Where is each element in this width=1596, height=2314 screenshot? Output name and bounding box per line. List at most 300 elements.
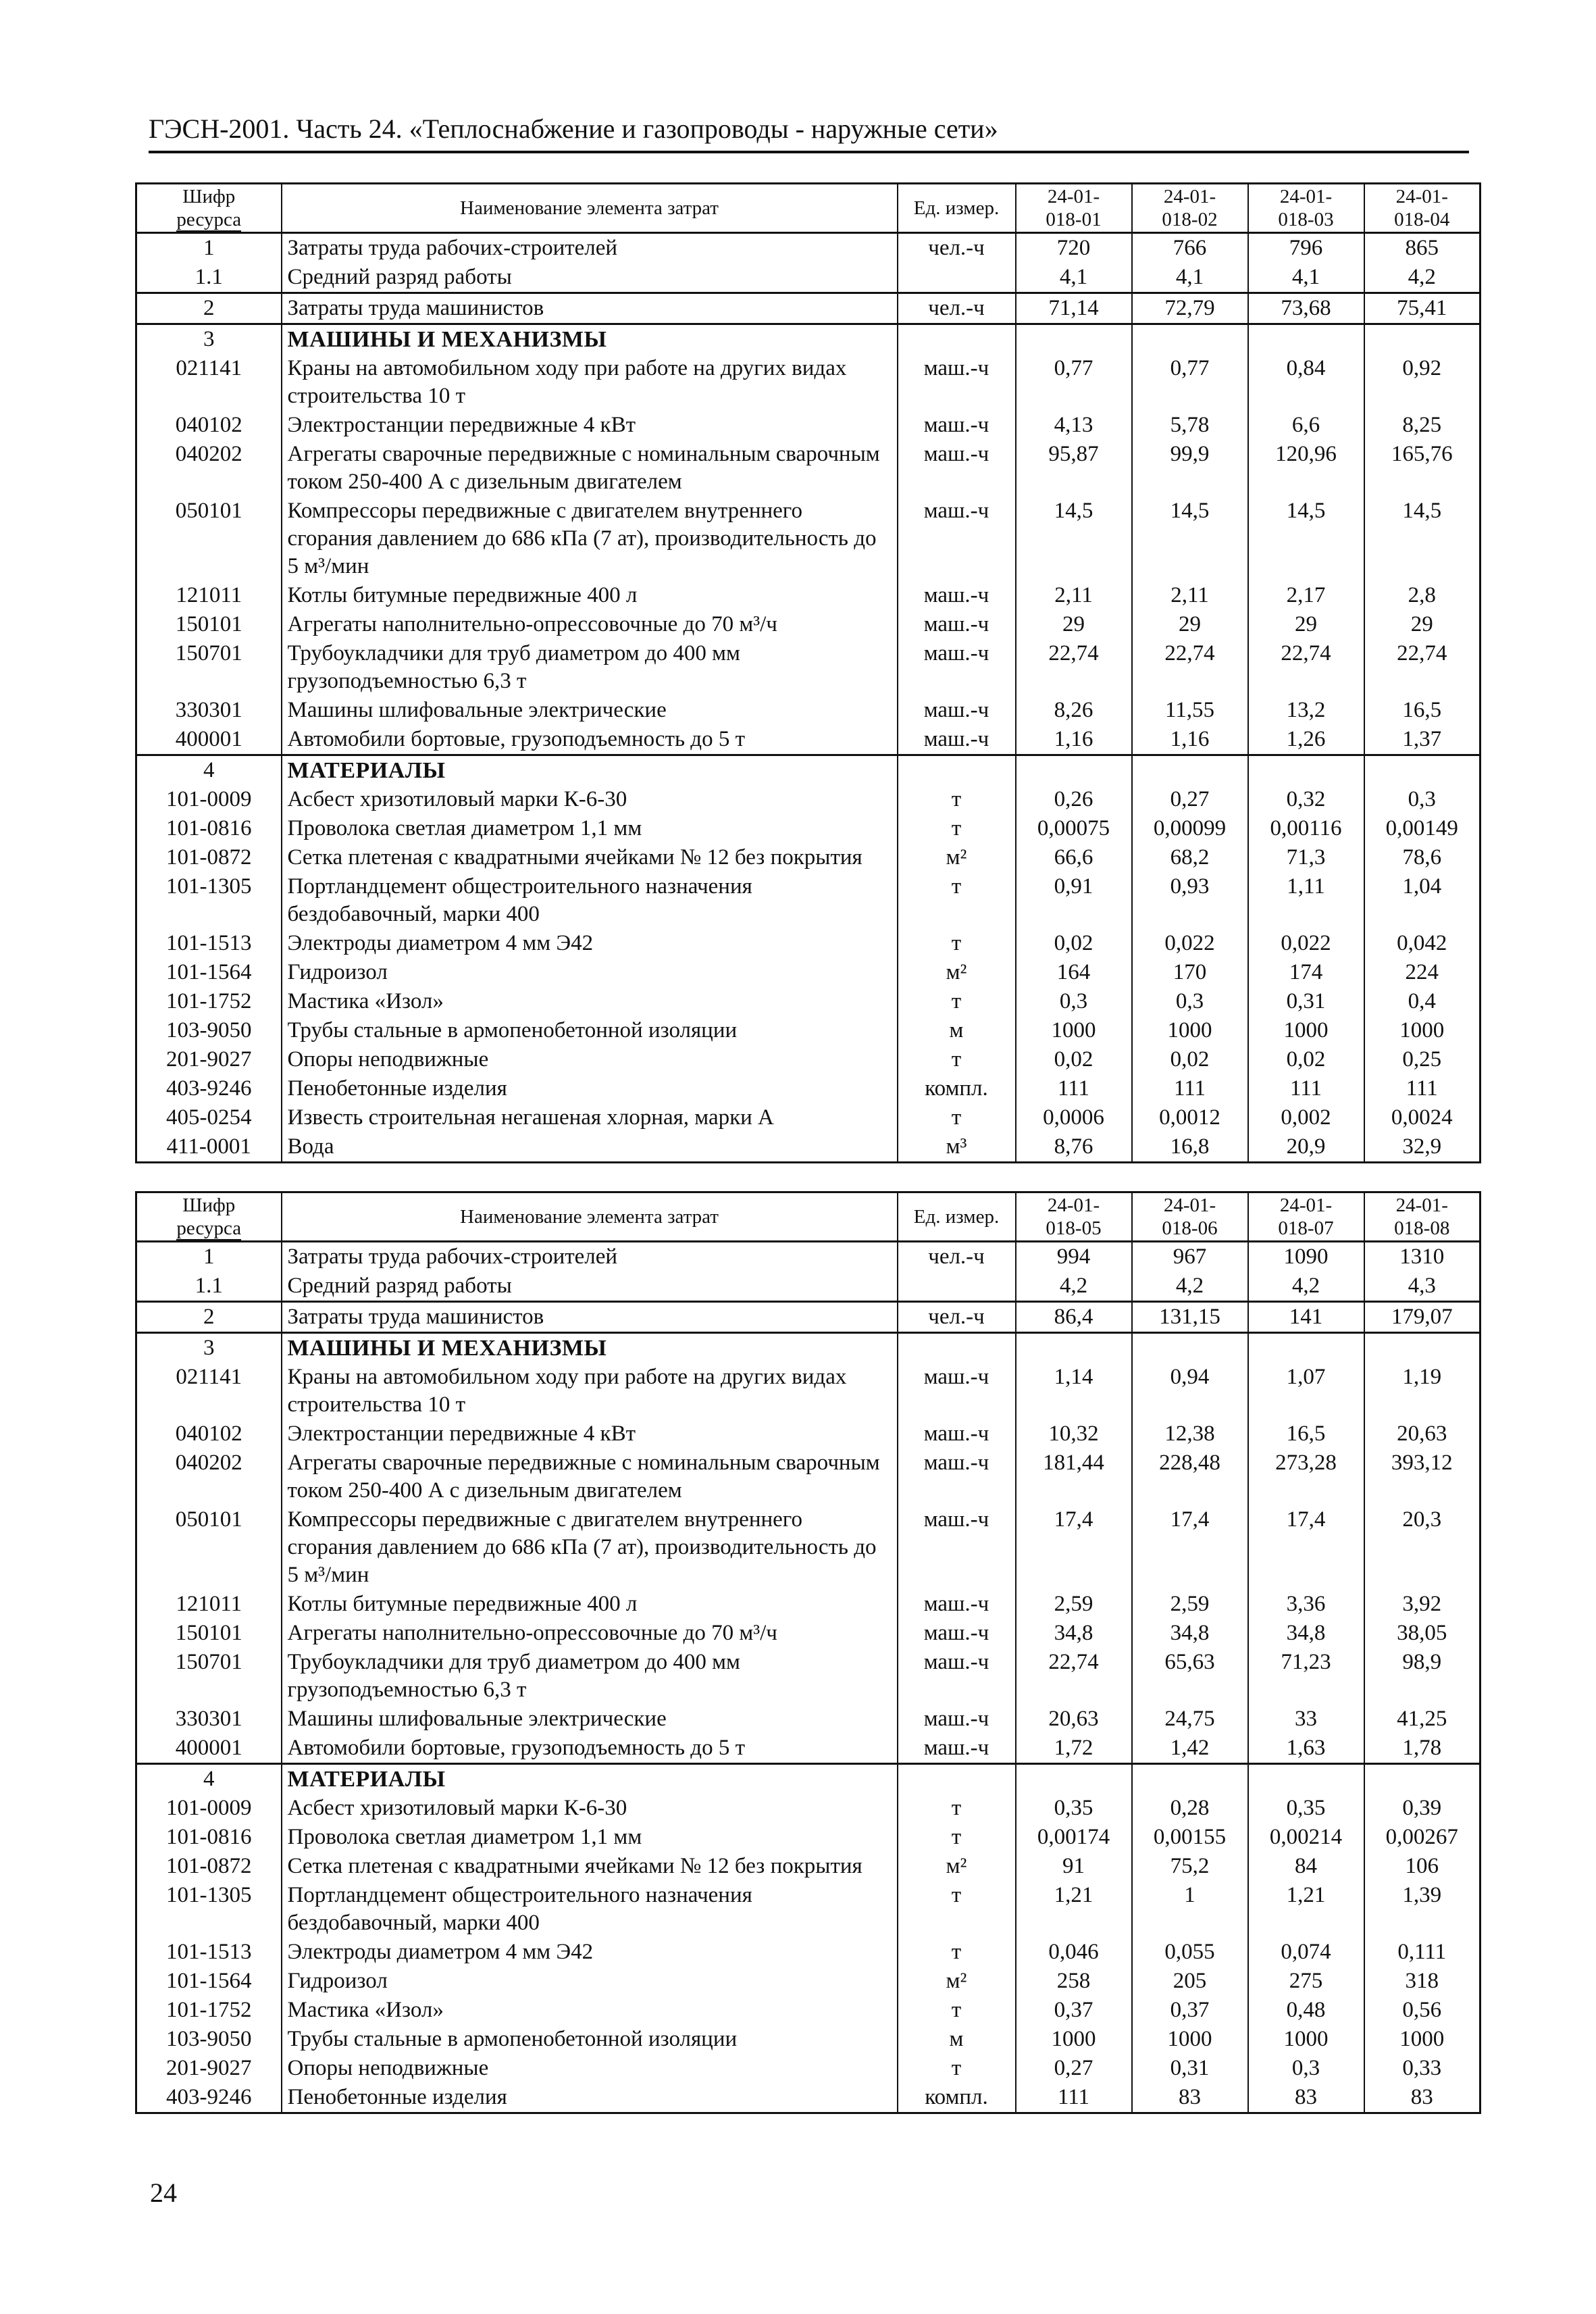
norm-value-cell: 22,74	[1364, 639, 1481, 696]
norm-value-cell: 720	[1016, 233, 1132, 263]
resource-code-cell: 403-9246	[136, 1074, 282, 1103]
resource-code-cell: 400001	[136, 1734, 282, 1764]
unit-cell: т	[898, 1881, 1016, 1938]
norm-value-cell: 1000	[1132, 1016, 1248, 1045]
table-row	[136, 1363, 1481, 1419]
table-row	[136, 785, 1481, 814]
norm-value-cell: 14,5	[1016, 497, 1132, 581]
unit-cell: т	[898, 872, 1016, 929]
element-name-header: Наименование элемента затрат	[282, 1192, 898, 1242]
resource-code-cell: 4	[136, 1764, 282, 1794]
norm-value-cell: 66,6	[1016, 843, 1132, 872]
unit-cell: маш.-ч	[898, 354, 1016, 411]
resource-code-cell: 101-0872	[136, 1852, 282, 1881]
norm-value-cell: 22,74	[1016, 639, 1132, 696]
resource-code-cell: 1	[136, 1242, 282, 1272]
running-header: ГЭСН-2001. Часть 24. «Теплоснабжение и газопроводы - наружные сети»	[149, 111, 1469, 153]
norm-value-cell: 0,074	[1248, 1938, 1364, 1967]
norm-value-cell: 14,5	[1132, 497, 1248, 581]
unit-cell	[898, 1272, 1016, 1302]
norm-value-cell: 4,2	[1248, 1272, 1364, 1302]
norm-value-cell: 20,63	[1364, 1419, 1481, 1449]
table-row	[136, 1823, 1481, 1852]
table-row	[136, 1794, 1481, 1823]
unit-cell: м	[898, 1016, 1016, 1045]
table-row	[136, 1333, 1481, 1363]
table-row	[136, 725, 1481, 755]
norm-value-cell: 0,77	[1016, 354, 1132, 411]
norm-value-cell: 1	[1132, 1881, 1248, 1938]
norm-value-cell: 4,13	[1016, 411, 1132, 440]
element-name-cell: Трубы стальные в армопенобетонной изоляции	[282, 1016, 898, 1045]
norm-value-cell: 12,38	[1132, 1419, 1248, 1449]
unit-cell: маш.-ч	[898, 1590, 1016, 1619]
element-name-cell: Компрессоры передвижные с двигателем внутреннего сгорания давлением до 686 кПа (7 ат), производительность до 5 м³/мин	[282, 1505, 898, 1590]
unit-cell: т	[898, 1823, 1016, 1852]
unit-cell: м	[898, 2025, 1016, 2054]
norm-value-cell: 16,5	[1364, 696, 1481, 725]
norm-value-cell: 865	[1364, 233, 1481, 263]
norm-value-cell: 14,5	[1364, 497, 1481, 581]
norm-value-cell: 3,36	[1248, 1590, 1364, 1619]
resource-code-cell: 101-1564	[136, 1967, 282, 1996]
resource-code-cell: 103-9050	[136, 1016, 282, 1045]
resource-code-cell: 3	[136, 1333, 282, 1363]
unit-header: Ед. измер.	[898, 1192, 1016, 1242]
norm-code-header: 24-01- 018-08	[1364, 1192, 1481, 1242]
norm-value-cell: 8,76	[1016, 1132, 1132, 1163]
unit-cell: м²	[898, 1852, 1016, 1881]
unit-cell: маш.-ч	[898, 639, 1016, 696]
unit-cell: м²	[898, 958, 1016, 987]
norm-value-cell: 98,9	[1364, 1648, 1481, 1705]
element-name-cell: Портландцемент общестроительного назначения бездобавочный, марки 400	[282, 1881, 898, 1938]
table-row	[136, 1967, 1481, 1996]
element-name-cell: Сетка плетеная с квадратными ячейками № 12 без покрытия	[282, 1852, 898, 1881]
element-name-cell: Агрегаты сварочные передвижные с номинальным сварочным током 250-400 А с дизельным двигателем	[282, 1449, 898, 1505]
norm-value-cell: 10,32	[1016, 1419, 1132, 1449]
unit-cell: т	[898, 1996, 1016, 2025]
norm-value-cell: 0,3	[1248, 2054, 1364, 2083]
table-row	[136, 814, 1481, 843]
element-name-cell: Агрегаты сварочные передвижные с номинальным сварочным током 250-400 А с дизельным двигателем	[282, 440, 898, 497]
norm-value-cell	[1248, 324, 1364, 355]
resource-code-cell: 3	[136, 324, 282, 355]
resource-code-cell: 150701	[136, 639, 282, 696]
table-row	[136, 1074, 1481, 1103]
norm-code-header: 24-01- 018-06	[1132, 1192, 1248, 1242]
resource-norms-table	[135, 1191, 1481, 2114]
norm-value-cell: 0,00155	[1132, 1823, 1248, 1852]
norm-value-cell: 4,1	[1248, 263, 1364, 293]
element-name-cell: Опоры неподвижные	[282, 2054, 898, 2083]
norm-value-cell: 0,00116	[1248, 814, 1364, 843]
unit-cell: маш.-ч	[898, 1619, 1016, 1648]
norm-value-cell: 0,35	[1248, 1794, 1364, 1823]
norm-value-cell: 71,3	[1248, 843, 1364, 872]
table-row	[136, 1852, 1481, 1881]
norm-value-cell: 165,76	[1364, 440, 1481, 497]
resource-code-cell: 101-0009	[136, 1794, 282, 1823]
norm-value-cell: 393,12	[1364, 1449, 1481, 1505]
norm-value-cell: 16,5	[1248, 1419, 1364, 1449]
table-row	[136, 1449, 1481, 1505]
table-row	[136, 696, 1481, 725]
element-name-cell: Известь строительная негашеная хлорная, марки А	[282, 1103, 898, 1132]
element-name-cell: Проволока светлая диаметром 1,1 мм	[282, 1823, 898, 1852]
norm-value-cell: 174	[1248, 958, 1364, 987]
element-name-cell: МАШИНЫ И МЕХАНИЗМЫ	[282, 324, 898, 355]
norm-value-cell: 111	[1248, 1074, 1364, 1103]
norm-value-cell: 181,44	[1016, 1449, 1132, 1505]
norm-value-cell: 22,74	[1132, 639, 1248, 696]
table-row	[136, 843, 1481, 872]
resource-code-cell: 150701	[136, 1648, 282, 1705]
table-row	[136, 440, 1481, 497]
element-name-cell: МАТЕРИАЛЫ	[282, 1764, 898, 1794]
element-name-cell: Проволока светлая диаметром 1,1 мм	[282, 814, 898, 843]
norm-value-cell: 170	[1132, 958, 1248, 987]
element-name-cell: Гидроизол	[282, 958, 898, 987]
norm-value-cell: 994	[1016, 1242, 1132, 1272]
norm-value-cell	[1248, 1764, 1364, 1794]
norm-value-cell: 0,94	[1132, 1363, 1248, 1419]
norm-value-cell: 0,042	[1364, 929, 1481, 958]
norm-value-cell: 258	[1016, 1967, 1132, 1996]
norm-value-cell: 2,11	[1016, 581, 1132, 610]
norm-value-cell: 0,77	[1132, 354, 1248, 411]
norm-value-cell: 0,111	[1364, 1938, 1481, 1967]
resource-code-cell: 103-9050	[136, 2025, 282, 2054]
table-row	[136, 1419, 1481, 1449]
norm-value-cell: 33	[1248, 1705, 1364, 1734]
resource-code-cell: 101-1564	[136, 958, 282, 987]
norm-value-cell: 0,56	[1364, 1996, 1481, 2025]
norm-value-cell: 0,0012	[1132, 1103, 1248, 1132]
norm-value-cell: 1,19	[1364, 1363, 1481, 1419]
element-name-cell: Электростанции передвижные 4 кВт	[282, 1419, 898, 1449]
unit-cell: т	[898, 814, 1016, 843]
element-name-cell: Трубоукладчики для труб диаметром до 400 мм грузоподъемностью 6,3 т	[282, 1648, 898, 1705]
norm-value-cell: 1,21	[1016, 1881, 1132, 1938]
element-name-cell: Затраты труда рабочих-строителей	[282, 1242, 898, 1272]
norm-value-cell: 86,4	[1016, 1302, 1132, 1333]
norm-value-cell: 0,92	[1364, 354, 1481, 411]
norm-value-cell: 78,6	[1364, 843, 1481, 872]
norm-value-cell	[1364, 1764, 1481, 1794]
norm-value-cell: 4,2	[1364, 263, 1481, 293]
norm-value-cell: 14,5	[1248, 497, 1364, 581]
norm-value-cell: 0,4	[1364, 987, 1481, 1016]
norm-value-cell: 0,055	[1132, 1938, 1248, 1967]
norm-value-cell: 34,8	[1016, 1619, 1132, 1648]
norm-value-cell: 141	[1248, 1302, 1364, 1333]
norm-value-cell: 0,93	[1132, 872, 1248, 929]
table-row	[136, 1938, 1481, 1967]
norm-value-cell: 32,9	[1364, 1132, 1481, 1163]
resource-code-cell: 4	[136, 755, 282, 786]
element-name-cell: Мастика «Изол»	[282, 987, 898, 1016]
norm-value-cell: 1,14	[1016, 1363, 1132, 1419]
norm-value-cell: 2,59	[1016, 1590, 1132, 1619]
table-row	[136, 929, 1481, 958]
norm-value-cell	[1248, 1333, 1364, 1363]
table-row	[136, 958, 1481, 987]
norm-value-cell: 0,002	[1248, 1103, 1364, 1132]
norm-value-cell: 0,31	[1132, 2054, 1248, 2083]
norm-value-cell: 1,04	[1364, 872, 1481, 929]
norm-value-cell: 20,3	[1364, 1505, 1481, 1590]
resource-code-cell: 101-1513	[136, 929, 282, 958]
norm-value-cell: 0,0024	[1364, 1103, 1481, 1132]
resource-code-header-line1: Шифр	[182, 186, 236, 207]
unit-cell: маш.-ч	[898, 610, 1016, 639]
norm-value-cell: 0,84	[1248, 354, 1364, 411]
resource-code-cell: 1.1	[136, 1272, 282, 1302]
norm-value-cell: 111	[1364, 1074, 1481, 1103]
resource-code-cell: 101-1752	[136, 987, 282, 1016]
element-name-cell: Затраты труда машинистов	[282, 293, 898, 324]
norm-value-cell: 1,07	[1248, 1363, 1364, 1419]
element-name-cell: Машины шлифовальные электрические	[282, 1705, 898, 1734]
norm-value-cell: 6,6	[1248, 411, 1364, 440]
norm-value-cell: 68,2	[1132, 843, 1248, 872]
unit-cell: маш.-ч	[898, 1449, 1016, 1505]
resource-code-cell: 021141	[136, 1363, 282, 1419]
norm-value-cell: 0,31	[1248, 987, 1364, 1016]
norm-value-cell: 0,02	[1248, 1045, 1364, 1074]
unit-cell: чел.-ч	[898, 233, 1016, 263]
unit-cell: маш.-ч	[898, 696, 1016, 725]
element-name-cell: Краны на автомобильном ходу при работе на других видах строительства 10 т	[282, 1363, 898, 1419]
table-row	[136, 1648, 1481, 1705]
unit-cell: чел.-ч	[898, 293, 1016, 324]
table-row	[136, 263, 1481, 293]
table-row	[136, 324, 1481, 355]
table-row	[136, 497, 1481, 581]
resource-code-cell: 1	[136, 233, 282, 263]
norm-value-cell	[1364, 755, 1481, 786]
norm-value-cell: 22,74	[1248, 639, 1364, 696]
norm-value-cell: 1,78	[1364, 1734, 1481, 1764]
resource-code-cell: 1.1	[136, 263, 282, 293]
resource-code-cell: 150101	[136, 610, 282, 639]
norm-value-cell: 8,26	[1016, 696, 1132, 725]
norm-value-cell: 8,25	[1364, 411, 1481, 440]
norm-value-cell: 2,8	[1364, 581, 1481, 610]
norm-value-cell: 5,78	[1132, 411, 1248, 440]
norm-value-cell: 1,26	[1248, 725, 1364, 755]
norm-value-cell: 111	[1132, 1074, 1248, 1103]
element-name-cell: Затраты труда рабочих-строителей	[282, 233, 898, 263]
resource-code-cell: 2	[136, 1302, 282, 1333]
norm-code-header: 24-01- 018-05	[1016, 1192, 1132, 1242]
norm-value-cell: 0,02	[1132, 1045, 1248, 1074]
unit-cell: маш.-ч	[898, 725, 1016, 755]
norm-value-cell: 1,39	[1364, 1881, 1481, 1938]
norm-value-cell: 0,046	[1016, 1938, 1132, 1967]
norm-value-cell: 111	[1016, 2083, 1132, 2113]
unit-cell: чел.-ч	[898, 1242, 1016, 1272]
unit-cell: м²	[898, 1967, 1016, 1996]
norm-value-cell: 1,37	[1364, 725, 1481, 755]
unit-cell: маш.-ч	[898, 1648, 1016, 1705]
unit-cell: маш.-ч	[898, 497, 1016, 581]
element-name-cell: Электроды диаметром 4 мм Э42	[282, 1938, 898, 1967]
norm-value-cell: 1000	[1364, 2025, 1481, 2054]
element-name-cell: Пенобетонные изделия	[282, 2083, 898, 2113]
table-row	[136, 1505, 1481, 1590]
norm-value-cell: 224	[1364, 958, 1481, 987]
element-name-cell: МАШИНЫ И МЕХАНИЗМЫ	[282, 1333, 898, 1363]
resource-code-cell: 201-9027	[136, 1045, 282, 1074]
table-row	[136, 1764, 1481, 1794]
element-name-cell: Мастика «Изол»	[282, 1996, 898, 2025]
norm-value-cell: 1310	[1364, 1242, 1481, 1272]
norm-value-cell: 967	[1132, 1242, 1248, 1272]
resource-code-cell: 101-0872	[136, 843, 282, 872]
norm-value-cell: 11,55	[1132, 696, 1248, 725]
element-name-cell: Опоры неподвижные	[282, 1045, 898, 1074]
norm-value-cell: 0,02	[1016, 1045, 1132, 1074]
resource-code-cell: 2	[136, 293, 282, 324]
norm-value-cell: 24,75	[1132, 1705, 1248, 1734]
page-number: 24	[150, 2178, 177, 2208]
norm-value-cell: 273,28	[1248, 1449, 1364, 1505]
norm-value-cell: 0,48	[1248, 1996, 1364, 2025]
table-row	[136, 639, 1481, 696]
unit-cell: маш.-ч	[898, 1734, 1016, 1764]
resource-norms-table	[135, 182, 1481, 1163]
unit-cell: чел.-ч	[898, 1302, 1016, 1333]
norm-value-cell: 0,33	[1364, 2054, 1481, 2083]
element-name-cell: Машины шлифовальные электрические	[282, 696, 898, 725]
norm-value-cell: 0,3	[1364, 785, 1481, 814]
norm-value-cell: 1,16	[1016, 725, 1132, 755]
table-row	[136, 1016, 1481, 1045]
norm-value-cell: 95,87	[1016, 440, 1132, 497]
norm-value-cell: 1,42	[1132, 1734, 1248, 1764]
element-name-cell: Котлы битумные передвижные 400 л	[282, 581, 898, 610]
unit-cell: т	[898, 987, 1016, 1016]
norm-value-cell: 0,022	[1248, 929, 1364, 958]
norm-value-cell: 73,68	[1248, 293, 1364, 324]
table-header-row	[136, 184, 1481, 233]
unit-cell: маш.-ч	[898, 581, 1016, 610]
element-name-cell: Портландцемент общестроительного назначения бездобавочный, марки 400	[282, 872, 898, 929]
norm-value-cell: 20,9	[1248, 1132, 1364, 1163]
norm-value-cell: 0,91	[1016, 872, 1132, 929]
table-row	[136, 354, 1481, 411]
norm-value-cell: 20,63	[1016, 1705, 1132, 1734]
table-row	[136, 581, 1481, 610]
resource-code-header	[136, 1192, 282, 1242]
unit-cell: т	[898, 929, 1016, 958]
norm-value-cell: 2,11	[1132, 581, 1248, 610]
norm-value-cell: 1000	[1016, 2025, 1132, 2054]
norm-value-cell: 4,1	[1132, 263, 1248, 293]
norm-value-cell: 0,00099	[1132, 814, 1248, 843]
element-name-cell: Средний разряд работы	[282, 263, 898, 293]
norm-value-cell: 1000	[1248, 2025, 1364, 2054]
table-row	[136, 1705, 1481, 1734]
unit-cell: т	[898, 1103, 1016, 1132]
norm-value-cell: 2,59	[1132, 1590, 1248, 1619]
element-name-cell: МАТЕРИАЛЫ	[282, 755, 898, 786]
resource-code-cell: 040202	[136, 440, 282, 497]
norm-value-cell	[1132, 755, 1248, 786]
norm-value-cell	[1132, 1333, 1248, 1363]
table-row	[136, 1132, 1481, 1163]
norm-value-cell: 0,00214	[1248, 1823, 1364, 1852]
norm-value-cell: 99,9	[1132, 440, 1248, 497]
norm-value-cell: 0,02	[1016, 929, 1132, 958]
element-name-cell: Компрессоры передвижные с двигателем внутреннего сгорания давлением до 686 кПа (7 ат), производительность до 5 м³/мин	[282, 497, 898, 581]
norm-value-cell: 131,15	[1132, 1302, 1248, 1333]
norm-value-cell: 29	[1364, 610, 1481, 639]
norm-value-cell: 0,0006	[1016, 1103, 1132, 1132]
norm-value-cell: 106	[1364, 1852, 1481, 1881]
norm-value-cell	[1016, 1333, 1132, 1363]
norm-value-cell: 29	[1132, 610, 1248, 639]
norm-value-cell	[1132, 1764, 1248, 1794]
resource-code-cell: 101-1752	[136, 1996, 282, 2025]
norm-value-cell	[1364, 324, 1481, 355]
table-row	[136, 1103, 1481, 1132]
element-name-cell: Электроды диаметром 4 мм Э42	[282, 929, 898, 958]
table-row	[136, 293, 1481, 324]
table-row	[136, 233, 1481, 263]
norm-value-cell	[1364, 1333, 1481, 1363]
table-row	[136, 872, 1481, 929]
unit-cell: маш.-ч	[898, 1419, 1016, 1449]
norm-value-cell: 0,27	[1016, 2054, 1132, 2083]
norm-value-cell: 17,4	[1132, 1505, 1248, 1590]
element-name-cell: Электростанции передвижные 4 кВт	[282, 411, 898, 440]
table-row	[136, 1881, 1481, 1938]
norm-value-cell: 38,05	[1364, 1619, 1481, 1648]
norm-value-cell: 179,07	[1364, 1302, 1481, 1333]
norm-value-cell: 0,37	[1132, 1996, 1248, 2025]
norm-value-cell: 4,2	[1132, 1272, 1248, 1302]
norm-value-cell: 0,26	[1016, 785, 1132, 814]
norm-value-cell: 0,3	[1016, 987, 1132, 1016]
table-row	[136, 987, 1481, 1016]
resource-code-cell: 201-9027	[136, 2054, 282, 2083]
unit-cell: маш.-ч	[898, 411, 1016, 440]
element-name-cell: Агрегаты наполнительно-опрессовочные до 70 м³/ч	[282, 610, 898, 639]
table-row	[136, 1590, 1481, 1619]
resource-code-cell: 040102	[136, 411, 282, 440]
unit-cell: т	[898, 1794, 1016, 1823]
norm-value-cell	[1016, 324, 1132, 355]
resource-code-header-line2: ресурса	[176, 209, 242, 230]
unit-cell	[898, 1764, 1016, 1794]
norm-value-cell: 0,32	[1248, 785, 1364, 814]
unit-cell: т	[898, 785, 1016, 814]
element-name-cell: Асбест хризотиловый марки К-6-30	[282, 785, 898, 814]
norm-value-cell: 0,3	[1132, 987, 1248, 1016]
norm-value-cell: 65,63	[1132, 1648, 1248, 1705]
norm-value-cell: 1,21	[1248, 1881, 1364, 1938]
norm-value-cell: 29	[1248, 610, 1364, 639]
norm-value-cell: 83	[1132, 2083, 1248, 2113]
norm-value-cell: 318	[1364, 1967, 1481, 1996]
unit-cell: компл.	[898, 2083, 1016, 2113]
norm-value-cell: 29	[1016, 610, 1132, 639]
norm-value-cell: 0,00149	[1364, 814, 1481, 843]
table-row	[136, 2025, 1481, 2054]
